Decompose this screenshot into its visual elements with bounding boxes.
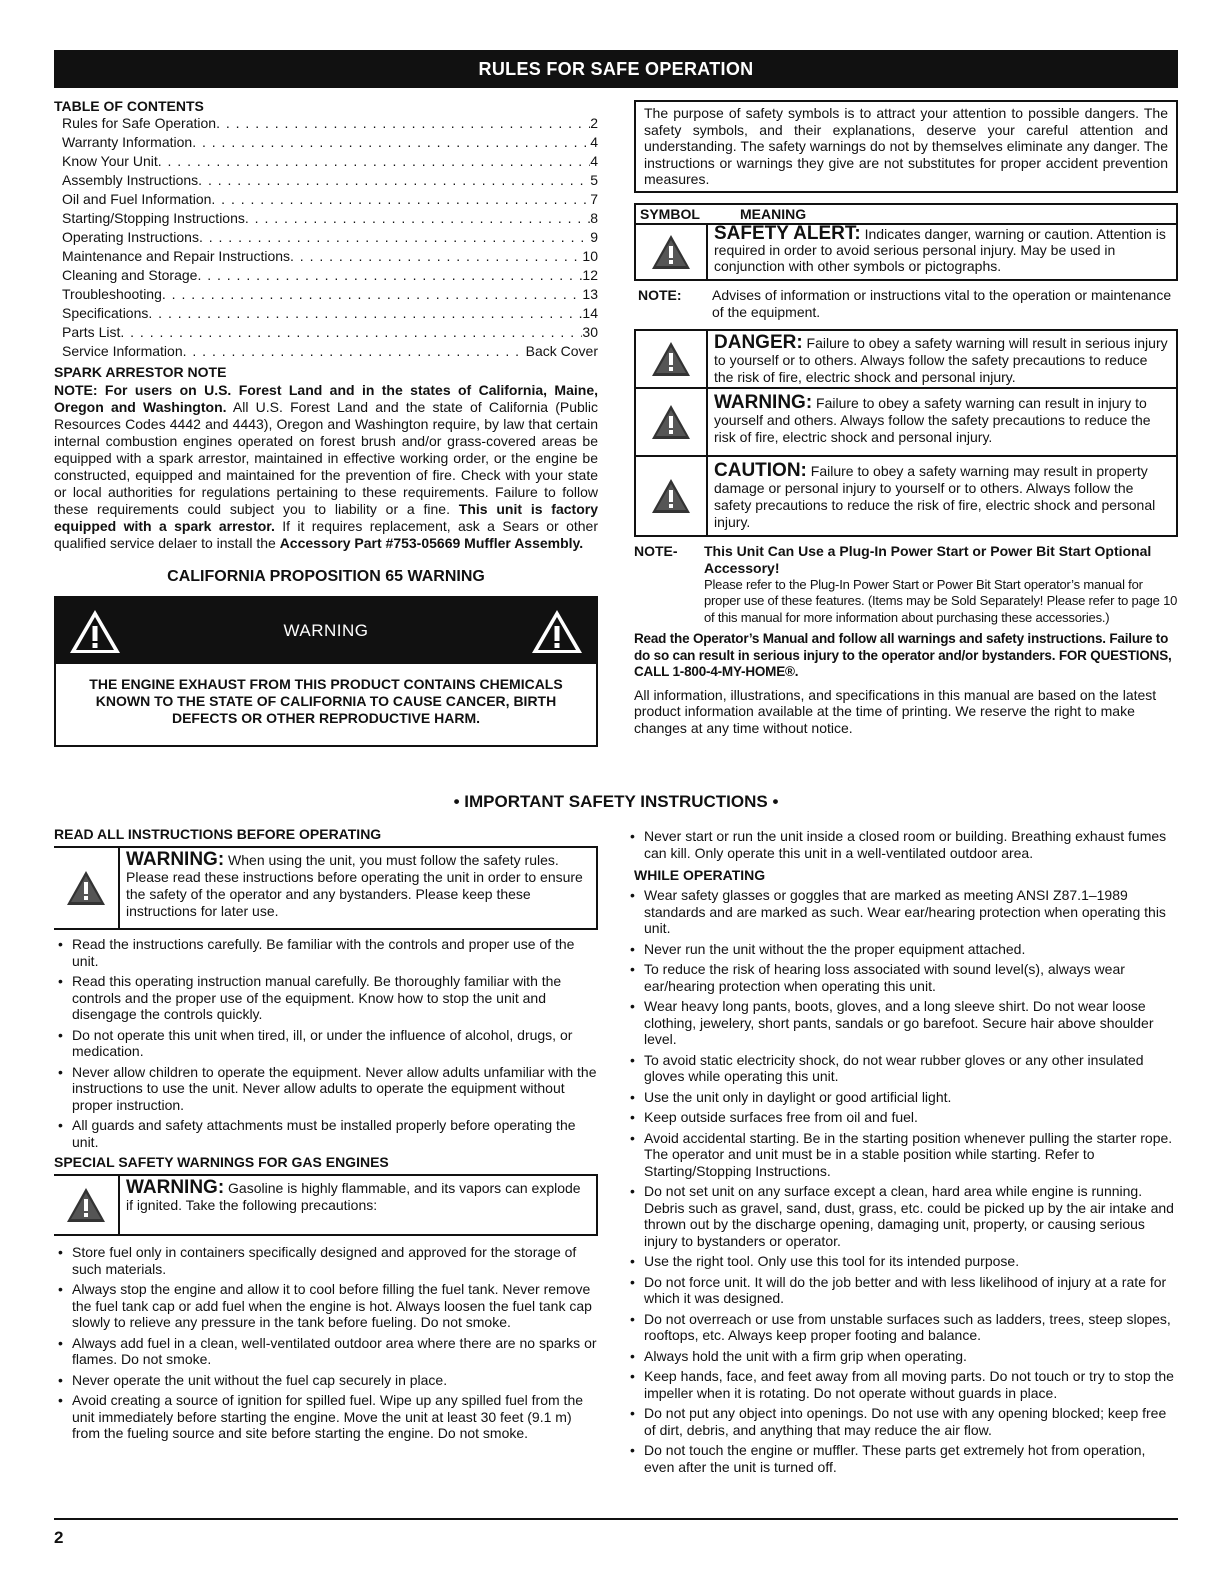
gas-bullet-list [54, 1244, 598, 1442]
list-item: • Do not force unit. It will do the job better and with less likelihood of injury at a rate for which it was designed. [626, 1274, 1178, 1307]
toc-row: Cleaning and Storage . . . 12 [54, 266, 598, 285]
list-item: • To reduce the risk of hearing loss associated with sound level(s), always wear ear/hearing protection when operating this unit. [626, 961, 1178, 994]
toc-dot-leader [211, 190, 590, 209]
section-banner: RULES FOR SAFE OPERATION [54, 50, 1178, 88]
note2-heading: This Unit Can Use a Plug-In Power Start or Power Bit Start Optional Accessory! [704, 542, 1152, 576]
note-text: Advises of information or instructions vital to the operation or maintenance of the equipment. [712, 286, 1172, 320]
list-item: • All guards and safety attachments must be installed properly before operating the unit. [54, 1117, 598, 1150]
toc-row: Service Information . . . Back Cover [54, 342, 598, 361]
toc-row: Troubleshooting . . . 13 [54, 285, 598, 304]
toc-dot-leader [183, 342, 526, 361]
toc-row: Specifications . . . 14 [54, 304, 598, 323]
toc-row: Assembly Instructions . . . 5 [54, 171, 598, 190]
toc-dot-leader [192, 133, 590, 152]
caution-keyword: CAUTION: [714, 459, 807, 481]
gas-warning-box [54, 1174, 598, 1236]
important-safety-heading: • IMPORTANT SAFETY INSTRUCTIONS • [453, 792, 779, 811]
list-item: • Do not overreach or use from unstable surfaces such as ladders, trees, steep slopes, rooftops, etc. Always keep proper footing and balance. [626, 1311, 1178, 1344]
list-item: • Do not put any object into openings. Do not use with any opening blocked; keep free of dirt, debris, and anything that may reduce the air flow. [626, 1405, 1178, 1438]
caution-row [634, 457, 1178, 537]
toc-dot-leader [197, 266, 582, 285]
list-item: • To avoid static electricity shock, do not wear rubber gloves or any other insulated gloves while operating this unit. [626, 1052, 1178, 1085]
list-item: • Read this operating instruction manual carefully. Be thoroughly familiar with the controls and the proper use of the equipment. Know how to stop the unit and disengage the controls quickly. [54, 973, 598, 1023]
warning-text: Failure to obey a safety warning can result in injury to yourself and others. Always follow the safety precautions to reduce the risk of fire, electric shock and personal injury. [714, 394, 1151, 445]
list-item: • Keep hands, face, and feet away from all moving parts. Do not touch or try to stop the impeller when it is rotating. Do not operate without guards in place. [626, 1368, 1178, 1401]
list-item: • Never run the unit without the the proper equipment attached. [626, 941, 1178, 958]
warning-triangle-icon [530, 607, 584, 655]
list-item: • Use the right tool. Only use this tool for its intended purpose. [626, 1253, 1178, 1270]
list-item: • Read the instructions carefully. Be familiar with the controls and proper use of the unit. [54, 936, 598, 969]
gas-engines-title: SPECIAL SAFETY WARNINGS FOR GAS ENGINES [54, 1154, 389, 1170]
table-of-contents [54, 114, 598, 361]
prop65-box [54, 596, 598, 747]
alert-triangle-icon [650, 340, 692, 378]
readall-warning-text: When using the unit, you must follow the safety rules. Please read these instructions before operating the unit in order to ensure the safety of the operator and any bystanders. Please keep these instructions for later use. [126, 852, 583, 919]
right-top-column [634, 100, 1178, 736]
safety-alert-icon [636, 225, 708, 279]
toc-row: Know Your Unit . . . 4 [54, 152, 598, 171]
prop65-warning-label: WARNING [283, 621, 369, 640]
list-item: • Always hold the unit with a firm grip when operating. [626, 1348, 1178, 1365]
list-item: • Never start or run the unit inside a closed room or building. Breathing exhaust fumes can kill. Only operate this unit in a well-ventilated outdoor area. [626, 828, 1178, 861]
warning-icon [636, 389, 708, 455]
readall-warning-keyword: WARNING: [126, 849, 225, 870]
list-item: • Keep outside surfaces free from oil and fuel. [626, 1109, 1178, 1126]
list-item: • Never operate the unit without the fuel cap securely in place. [54, 1372, 598, 1389]
toc-row: Rules for Safe Operation . . . 2 [54, 114, 598, 133]
list-item: • Do not set unit on any surface except a clean, hard area while engine is running. Debris such as gravel, sand, dust, grass, etc. could be picked up by the air intake and thrown out by the discharge opening, damaging unit, property, or causing serious injury to bystanders or operator. [626, 1183, 1178, 1249]
gas-warning-icon [54, 1176, 120, 1234]
alert-triangle-icon [650, 403, 692, 441]
page-number: 2 [54, 1528, 64, 1547]
while-operating-title: WHILE OPERATING [634, 867, 766, 883]
readall-warning-icon [54, 848, 120, 928]
symbol-header: SYMBOL [640, 205, 700, 222]
safety-alert-row [634, 222, 1178, 281]
toc-title: TABLE OF CONTENTS [54, 98, 204, 114]
toc-dot-leader [148, 304, 582, 323]
toc-dot-leader [199, 228, 590, 247]
spark-paragraph: NOTE: For users on U.S. Forest Land and in the states of California, Maine, Oregon and Washington. All U.S. Forest Land and the state of California (Public Resources Codes 4442 and 4443), Oregon and Washington require, by law that certain internal combustion engines operated on forest brush and/or grass-covered areas be equipped with a spark arrestor, maintained in effective working order, or the engine be constructed, equipped and maintained for the prevention of fire. Check with your state or local authorities for regulations pertaining to these requirements. Failure to follow these requirements could subject you to liability or a fine. This unit is factory equipped with a spark arrestor. If it requires replacement, ask a Sears or other qualified service delaer to install the Accessory Part #753-05669 Muffler Assembly. [54, 382, 598, 551]
prop65-title: CALIFORNIA PROPOSITION 65 WARNING [167, 568, 485, 585]
list-item: • Always add fuel in a clean, well-ventilated outdoor area where there are no sparks or flames. Do not smoke. [54, 1335, 598, 1368]
list-item: • Always stop the engine and allow it to cool before filling the fuel tank. Never remove the fuel tank cap or add fuel when the engine is hot. Always loosen the fuel tank cap slowly to relieve any pressure in the tank before fueling. Do not smoke. [54, 1281, 598, 1331]
while-operating-list [626, 887, 1178, 1475]
danger-text: Failure to obey a safety warning will result in serious injury to yourself or to others. Always follow the safety precautions to reduce the risk of fire, electric shock and personal injury. [714, 334, 1168, 385]
spark-title: SPARK ARRESTOR NOTE [54, 364, 227, 380]
alert-triangle-icon [650, 233, 692, 271]
left-bottom-column [54, 826, 598, 1446]
toc-dot-leader [198, 171, 590, 190]
list-item: • Do not operate this unit when tired, ill, or under the influence of alcohol, drugs, or medication. [54, 1027, 598, 1060]
toc-dot-leader [290, 247, 582, 266]
danger-keyword: DANGER: [714, 331, 803, 353]
danger-row [634, 329, 1178, 389]
all-information-note: All information, illustrations, and specifications in this manual are based on the latest product information available at the time of printing. We reserve the right to make changes at any time without notice. [634, 686, 1157, 736]
toc-dot-leader [245, 209, 590, 228]
safety-alert-text: Indicates danger, warning or caution. Attention is required in order to avoid serious personal injury. May be used in conjunction with other symbols or pictographs. [714, 225, 1166, 274]
toc-row: Operating Instructions . . . 9 [54, 228, 598, 247]
toc-row: Maintenance and Repair Instructions . . . 10 [54, 247, 598, 266]
list-item: • Wear heavy long pants, boots, gloves, and a long sleeve shirt. Do not wear loose clothing, jewelery, short pants, sandals or go barefoot. Secure hair above shoulder level. [626, 998, 1178, 1048]
toc-row: Warranty Information . . . 4 [54, 133, 598, 152]
gas-warning-text: Gasoline is highly flammable, and its vapors can explode if ignited. Take the following precautions: [126, 1180, 581, 1213]
list-item: • Do not touch the engine or muffler. These parts get extremely hot from operation, even after the unit is turned off. [626, 1442, 1178, 1475]
footer-rule [54, 1518, 1178, 1520]
list-item: • Store fuel only in containers specifically designed and approved for the storage of such materials. [54, 1244, 598, 1277]
meaning-header: MEANING [740, 205, 807, 222]
list-item: • Avoid accidental starting. Be in the starting position whenever pulling the starter rope. The operator and unit must be in a stable position while starting. Refer to Starting/Stopping Instructions. [626, 1130, 1178, 1180]
readall-bullet-list [54, 936, 598, 1150]
symbol-table-header [634, 203, 1178, 225]
left-top-column [54, 98, 598, 747]
safety-alert-keyword: SAFETY ALERT: [714, 222, 861, 244]
toc-row: Oil and Fuel Information . . . 7 [54, 190, 598, 209]
caution-icon [636, 457, 708, 535]
purpose-box: The purpose of safety symbols is to attract your attention to possible dangers. The safety symbols, and their explanations, deserve your careful attention and understanding. The safety warnings do not by themselves eliminate any danger. The instructions or warnings they give are not substitutes for proper accident prevention measures. [634, 100, 1178, 193]
toc-dot-leader [158, 152, 590, 171]
alert-triangle-icon [650, 477, 692, 515]
readall-warning-box [54, 846, 598, 930]
caution-text: Failure to obey a safety warning may result in property damage or personal injury to yourself or to others. Always follow the safety precautions to reduce the risk of fire, electric shock and personal injury. [714, 462, 1156, 530]
prop65-warning-bar [56, 598, 596, 664]
note-row [634, 287, 1178, 321]
toc-dot-leader [216, 114, 590, 133]
toc-row: Parts List . . . 30 [54, 323, 598, 342]
read-operators-manual: Read the Operator’s Manual and follow all warnings and safety instructions. Failure to do so can result in serious injury to the operator and/or bystanders. FOR QUESTIONS, CALL 1-800-4-MY-HOME®. [634, 631, 1172, 679]
note2-text: Please refer to the Plug-In Power Start or Power Bit Start operator’s manual for proper use of these features. (Items may be Sold Separately! Please refer to page 10 of this manual for more information about purchasing these accessories.) [704, 576, 1178, 625]
toc-row: Starting/Stopping Instructions . . . 8 [54, 209, 598, 228]
prop65-text: THE ENGINE EXHAUST FROM THIS PRODUCT CONTAINS CHEMICALS KNOWN TO THE STATE OF CALIFORNIA TO CAUSE CANCER, BIRTH DEFECTS OR OTHER REPRODUCTIVE HARM. [89, 676, 563, 726]
danger-icon [636, 331, 708, 387]
list-item: • Avoid creating a source of ignition for spilled fuel. Wipe up any spilled fuel from the unit immediately before starting the engine. Move the unit at least 30 feet (9.1 m) from the fueling source and site before starting the engine. Do not smoke. [54, 1392, 598, 1442]
list-item: • Use the unit only in daylight or good artificial light. [626, 1089, 1178, 1106]
note-label: NOTE: [638, 286, 682, 303]
closed-room-bullet [626, 828, 1178, 861]
warning-triangle-icon [68, 607, 122, 655]
alert-triangle-icon [65, 1186, 107, 1224]
gas-warning-keyword: WARNING: [126, 1177, 225, 1198]
warning-keyword: WARNING: [714, 391, 813, 413]
list-item: • Wear safety glasses or goggles that are marked as meeting ANSI Z87.1–1989 standards and are marked as such. Wear ear/hearing protection when operating this unit. [626, 887, 1178, 937]
toc-dot-leader [120, 323, 582, 342]
alert-triangle-icon [65, 869, 107, 907]
note2-label: NOTE- [634, 542, 678, 559]
note2 [634, 543, 1178, 627]
read-all-title: READ ALL INSTRUCTIONS BEFORE OPERATING [54, 826, 382, 842]
toc-dot-leader [162, 285, 583, 304]
warning-row [634, 389, 1178, 457]
right-bottom-column [626, 828, 1178, 1479]
list-item: • Never allow children to operate the equipment. Never allow adults unfamiliar with the instructions to use the unit. Never allow adults to operate the equipment without proper instruction. [54, 1064, 598, 1114]
